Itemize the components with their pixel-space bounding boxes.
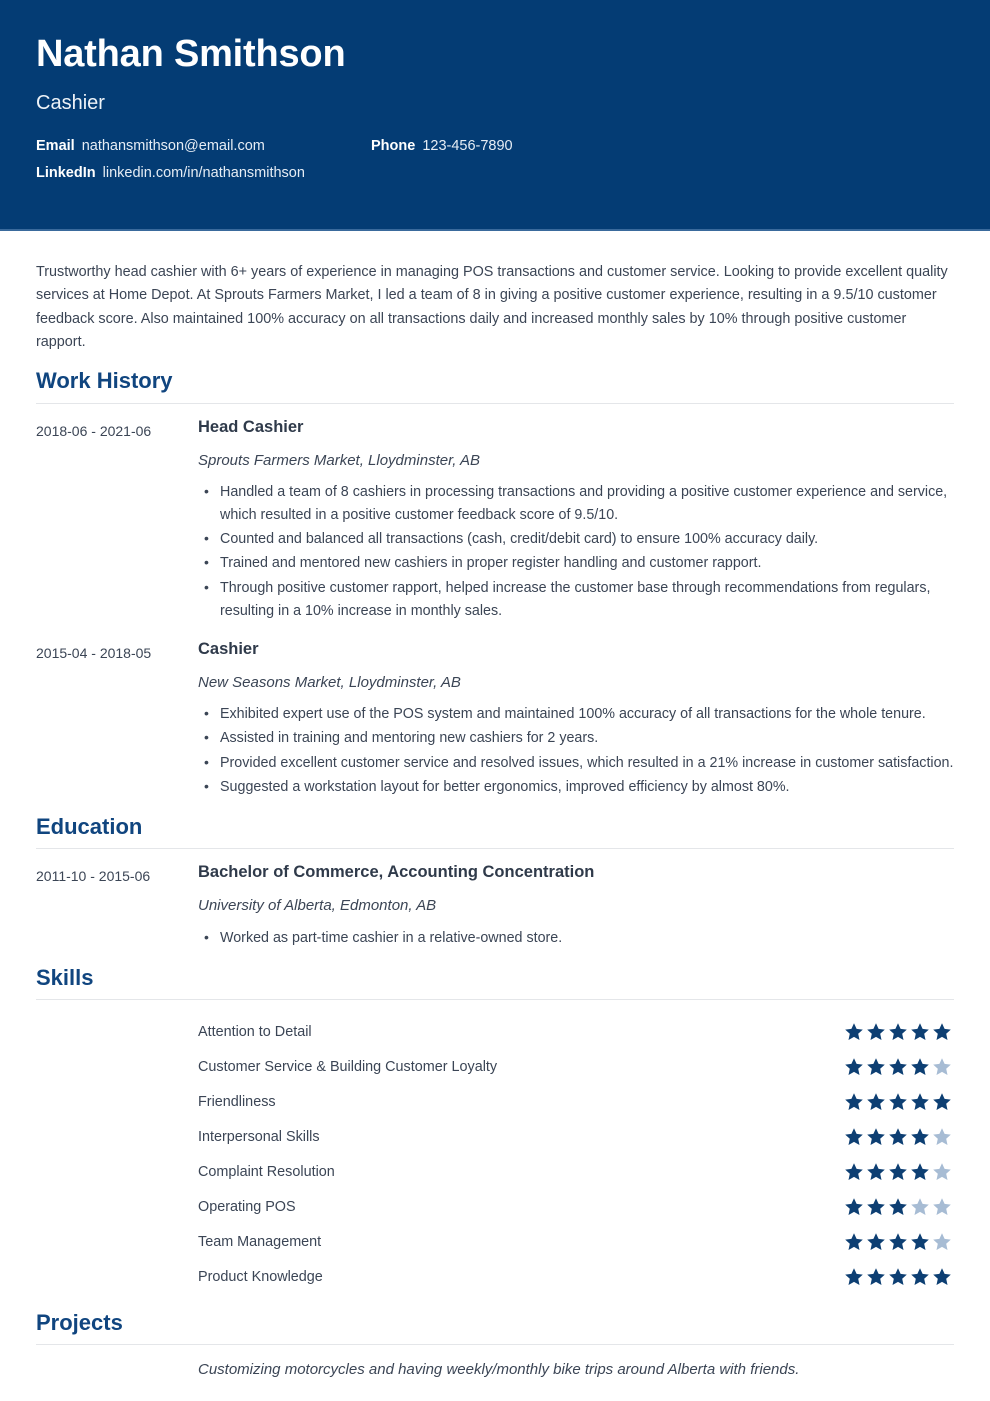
star-filled-icon [888, 1232, 908, 1252]
bullet-item: • Provided excellent customer service and resolved issues, which resulted in a 21% increase in customer satisfaction. [218, 752, 954, 775]
contact-linkedin-label: LinkedIn [36, 164, 96, 181]
section-divider [36, 848, 954, 849]
star-filled-icon [932, 1092, 952, 1112]
star-filled-icon [888, 1022, 908, 1042]
skill-rating [844, 1127, 952, 1147]
section-divider [36, 403, 954, 404]
star-filled-icon [866, 1092, 886, 1112]
section-skills [36, 965, 954, 1294]
star-filled-icon [910, 1162, 930, 1182]
skill-name: Product Knowledge [198, 1268, 323, 1285]
bullet-item: • Suggested a workstation layout for better ergonomics, improved efficiency by almost 80%. [218, 776, 954, 799]
section-divider [36, 999, 954, 1000]
skills-list [36, 1014, 954, 1294]
skill-name: Customer Service & Building Customer Loyalty [198, 1058, 498, 1075]
star-filled-icon [844, 1057, 864, 1077]
star-filled-icon [844, 1092, 864, 1112]
skill-rating [844, 1162, 952, 1182]
header-job-title: Cashier [36, 91, 105, 114]
section-education [36, 814, 954, 951]
star-filled-icon [888, 1197, 908, 1217]
skill-rating [844, 1232, 952, 1252]
bullet-item: • Through positive customer rapport, helped increase the customer base through recommendations from regulars, resulting in a 10% increase in monthly sales. [218, 577, 954, 623]
work-entry-role: Cashier [198, 639, 259, 658]
work-entry [36, 640, 954, 800]
contact-linkedin-value: linkedin.com/in/nathansmithson [102, 164, 305, 181]
star-filled-icon [844, 1197, 864, 1217]
project-entry [36, 1359, 954, 1380]
work-entry-role: Head Cashier [198, 417, 304, 436]
education-entry-dates: 2011-10 - 2015-06 [36, 868, 151, 885]
education-entry-degree: Bachelor of Commerce, Accounting Concentration [198, 863, 595, 882]
star-filled-icon [844, 1127, 864, 1147]
contact-phone[interactable] [371, 138, 513, 154]
star-filled-icon [910, 1267, 930, 1287]
star-filled-icon [866, 1267, 886, 1287]
bullet-item: • Exhibited expert use of the POS system and maintained 100% accuracy of all transactions for the whole tenure. [218, 703, 954, 726]
star-filled-icon [866, 1022, 886, 1042]
star-filled-icon [844, 1162, 864, 1182]
star-empty-icon [932, 1162, 952, 1182]
skill-rating [844, 1197, 952, 1217]
star-filled-icon [888, 1057, 908, 1077]
page-title: Nathan Smithson [36, 33, 346, 75]
star-filled-icon [910, 1127, 930, 1147]
section-divider [36, 1344, 954, 1345]
skill-row [36, 1084, 954, 1119]
skill-row [36, 1014, 954, 1049]
star-empty-icon [932, 1057, 952, 1077]
section-title-education: Education [36, 813, 143, 839]
star-filled-icon [910, 1092, 930, 1112]
skill-rating [844, 1267, 952, 1287]
contact-email-value: nathansmithson@email.com [81, 137, 265, 154]
star-filled-icon [888, 1127, 908, 1147]
skill-row [36, 1049, 954, 1084]
education-entry-institution: University of Alberta, Edmonton, AB [198, 897, 437, 915]
star-filled-icon [888, 1162, 908, 1182]
section-projects [36, 1310, 954, 1380]
contact-row [36, 165, 954, 181]
star-filled-icon [932, 1022, 952, 1042]
star-empty-icon [932, 1232, 952, 1252]
work-entry-bullets [198, 481, 954, 623]
star-filled-icon [866, 1127, 886, 1147]
star-filled-icon [866, 1197, 886, 1217]
skill-name: Complaint Resolution [198, 1163, 335, 1180]
star-filled-icon [910, 1232, 930, 1252]
contact-row [36, 138, 954, 154]
star-filled-icon [866, 1162, 886, 1182]
resume-header [0, 0, 990, 231]
skill-row [36, 1189, 954, 1224]
star-filled-icon [888, 1092, 908, 1112]
star-filled-icon [844, 1267, 864, 1287]
work-entry-organization: Sprouts Farmers Market, Lloydminster, AB [198, 451, 481, 469]
section-title-projects: Projects [36, 1310, 123, 1336]
bullet-item: • Assisted in training and mentoring new cashiers for 2 years. [218, 727, 954, 750]
contact-email[interactable] [36, 138, 371, 154]
contact-phone-label: Phone [371, 137, 416, 154]
project-description: Customizing motorcycles and having weekly/monthly bike trips around Alberta with friends. [198, 1361, 800, 1379]
resume-body [0, 261, 990, 1380]
star-filled-icon [932, 1267, 952, 1287]
work-entry-dates: 2015-04 - 2018-05 [36, 644, 152, 661]
education-entry [36, 863, 954, 950]
skill-name: Interpersonal Skills [198, 1128, 320, 1145]
star-filled-icon [844, 1232, 864, 1252]
star-filled-icon [844, 1022, 864, 1042]
skill-rating [844, 1022, 952, 1042]
work-entry [36, 418, 954, 624]
work-entry-bullets [198, 703, 954, 799]
contact-linkedin[interactable] [36, 165, 371, 181]
skill-rating [844, 1092, 952, 1112]
work-entry-dates: 2018-06 - 2021-06 [36, 422, 152, 439]
skill-row [36, 1224, 954, 1259]
professional-summary: Trustworthy head cashier with 6+ years of experience in managing POS transactions and customer service. Looking to provide excellent quality services at Home Depot. At Sprouts Farmers Market, I led a team of 8 in giving a positive customer experience, resulting in a 9.5/10 customer feedback score. Also maintained 100% accuracy on all transactions daily and increased monthly sales by 10% through positive customer rapport. [36, 264, 948, 350]
contact-info [36, 138, 954, 181]
contact-email-label: Email [36, 137, 75, 154]
star-filled-icon [866, 1057, 886, 1077]
work-entry-organization: New Seasons Market, Lloydminster, AB [198, 673, 461, 691]
skill-name: Team Management [198, 1233, 322, 1250]
section-work-history [36, 368, 954, 800]
star-empty-icon [910, 1197, 930, 1217]
education-entry-bullets [198, 927, 954, 950]
star-filled-icon [866, 1232, 886, 1252]
contact-phone-value: 123-456-7890 [422, 137, 513, 154]
skill-name: Operating POS [198, 1198, 296, 1215]
star-filled-icon [910, 1057, 930, 1077]
bullet-item: • Handled a team of 8 cashiers in processing transactions and providing a positive customer experience and service, which resulted in a positive customer feedback score of 9.5/10. [218, 481, 954, 527]
work-entry-main [198, 640, 954, 800]
work-entry-main [198, 418, 954, 624]
section-title-skills: Skills [36, 964, 94, 990]
skill-name: Attention to Detail [198, 1023, 312, 1040]
skill-rating [844, 1057, 952, 1077]
bullet-item: • Trained and mentored new cashiers in proper register handling and customer rapport. [218, 552, 954, 575]
star-filled-icon [888, 1267, 908, 1287]
bullet-item: • Counted and balanced all transactions (cash, credit/debit card) to ensure 100% accuracy daily. [218, 528, 954, 551]
skill-row [36, 1119, 954, 1154]
skill-row [36, 1154, 954, 1189]
star-filled-icon [910, 1022, 930, 1042]
star-empty-icon [932, 1197, 952, 1217]
education-entry-main [198, 863, 954, 950]
section-title-work-history: Work History [36, 368, 173, 394]
skill-row [36, 1259, 954, 1294]
star-empty-icon [932, 1127, 952, 1147]
skill-name: Friendliness [198, 1093, 276, 1110]
bullet-item: • Worked as part-time cashier in a relative-owned store. [218, 927, 954, 950]
